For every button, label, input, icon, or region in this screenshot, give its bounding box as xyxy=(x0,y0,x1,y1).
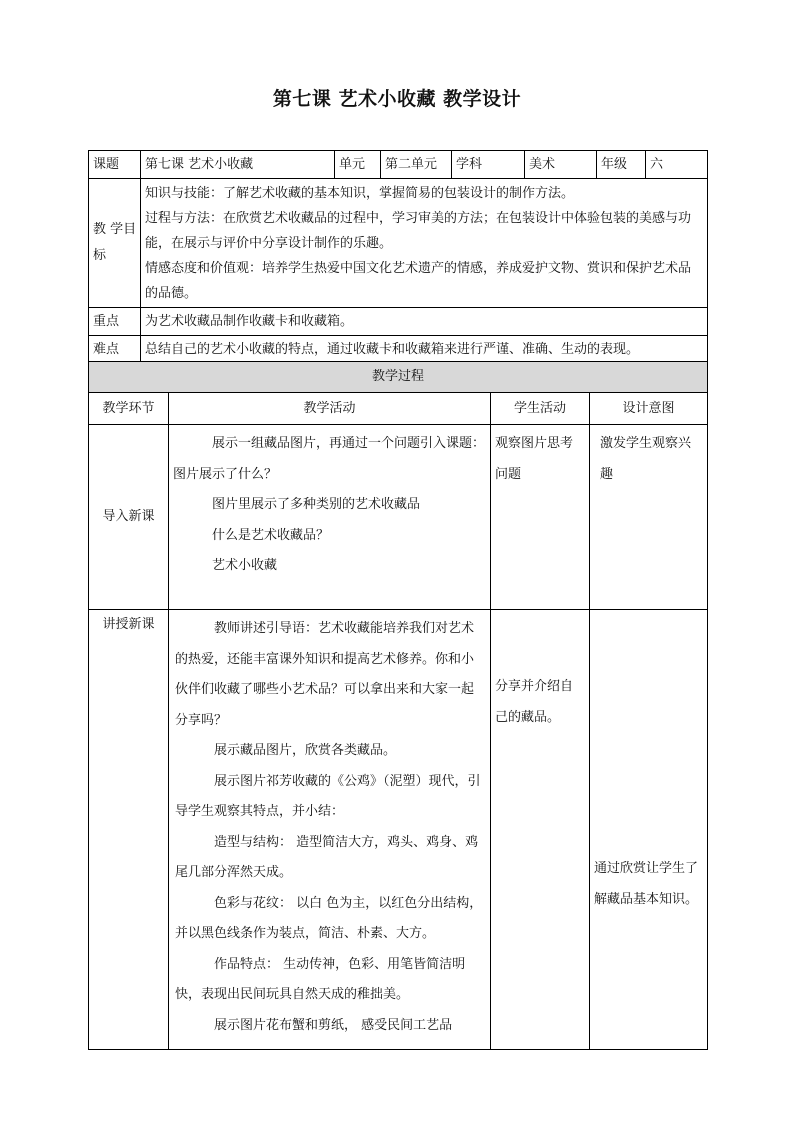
intro-activity-4: 艺术小收藏 xyxy=(212,558,278,573)
key-value: 为艺术收藏品制作收藏卡和收藏箱。 xyxy=(141,308,708,336)
header-intent: 设计意图 xyxy=(590,393,708,425)
unit-value: 第二单元 xyxy=(381,151,452,179)
subject-label: 学科 xyxy=(452,151,525,179)
subject-value: 美术 xyxy=(525,151,597,179)
intro-activity-3: 什么是艺术收藏品？ xyxy=(212,527,330,543)
lecture-activity-4: 造型与结构： 造型简洁大方，鸡头、鸡身、鸡尾几部分浑然天成。 xyxy=(175,834,479,880)
topic-value: 第七课 艺术小收藏 xyxy=(141,151,335,179)
intro-activity-1: 展示一组藏品图片，再通过一个问题引入课题：图片展示了什么？ xyxy=(173,436,486,482)
difficulty-value: 总结自己的艺术小收藏的特点，通过收藏卡和收藏箱来进行严谨、准确、生动的表现。 xyxy=(141,336,708,364)
goal-process: 过程与方法：在欣赏艺术收藏品的过程中，学习审美的方法；在包装设计中体验包装的美感与功能，在展示与评价中分享设计制作的乐趣。 xyxy=(145,211,692,251)
lecture-student-text: 分享并介绍自己的藏品。 xyxy=(495,679,574,725)
grade-label: 年级 xyxy=(597,151,646,179)
topic-label: 课题 xyxy=(89,151,141,179)
teaching-process-table xyxy=(88,361,708,1050)
lecture-student xyxy=(491,610,590,1050)
intro-activity-2: 图片里展示了多种类别的艺术收藏品 xyxy=(212,497,421,512)
lecture-activity-3: 展示图片祁芳收藏的《公鸡》（泥塑）现代，引导学生观察其特点，并小结： xyxy=(175,773,481,819)
header-student: 学生活动 xyxy=(491,393,590,425)
header-activity: 教学活动 xyxy=(169,393,491,425)
page-title: 第七课 艺术小收藏 教学设计 xyxy=(272,88,522,110)
goals-label: 教 学目标 xyxy=(89,179,141,308)
lecture-activity-1: 教师讲述引导语：艺术收藏能培养我们对艺术的热爱，还能丰富课外知识和提高艺术修养。你和小伙伴们收藏了哪些小艺术品？可以拿出来和大家一起分享吗？ xyxy=(175,621,475,728)
lesson-info-table xyxy=(88,150,708,364)
lecture-stage: 讲授新课 xyxy=(89,610,169,1050)
intro-activity xyxy=(169,425,491,610)
grade-value: 六 xyxy=(646,151,708,179)
lecture-activity xyxy=(169,610,491,1050)
key-label: 重点 xyxy=(89,308,141,336)
lecture-activity-2: 展示藏品图片，欣赏各类藏品。 xyxy=(214,743,397,758)
lecture-activity-5: 色彩与花纹： 以白 色为主，以红色分出结构，并以黑色线条作为装点，简洁、朴素、大方。 xyxy=(175,895,483,941)
goal-attitude: 情感态度和价值观：培养学生热爱中国文化艺术遗产的情感，养成爱护文物、赏识和保护艺术品的品德。 xyxy=(145,261,692,301)
unit-label: 单元 xyxy=(335,151,381,179)
header-stage: 教学环节 xyxy=(89,393,169,425)
lecture-intent xyxy=(590,610,708,1050)
lecture-activity-7: 展示图片花布蟹和剪纸， 感受民间工艺品 xyxy=(214,1017,453,1033)
lecture-activity-6: 作品特点： 生动传神，色彩、用笔皆简洁明快，表现出民间玩具自然天成的稚拙美。 xyxy=(175,956,466,1002)
difficulty-label: 难点 xyxy=(89,336,141,364)
goal-knowledge: 知识与技能：了解艺术收藏的基本知识，掌握简易的包装设计的制作方法。 xyxy=(145,186,575,201)
intro-intent: 激发学生观察兴趣 xyxy=(590,425,708,610)
intro-stage: 导入新课 xyxy=(89,425,169,610)
intro-student: 观察图片思考问题 xyxy=(491,425,590,610)
lecture-intent-text: 通过欣赏让学生了解藏品基本知识。 xyxy=(594,861,699,907)
goals-content xyxy=(141,179,708,308)
process-heading: 教学过程 xyxy=(89,362,708,393)
